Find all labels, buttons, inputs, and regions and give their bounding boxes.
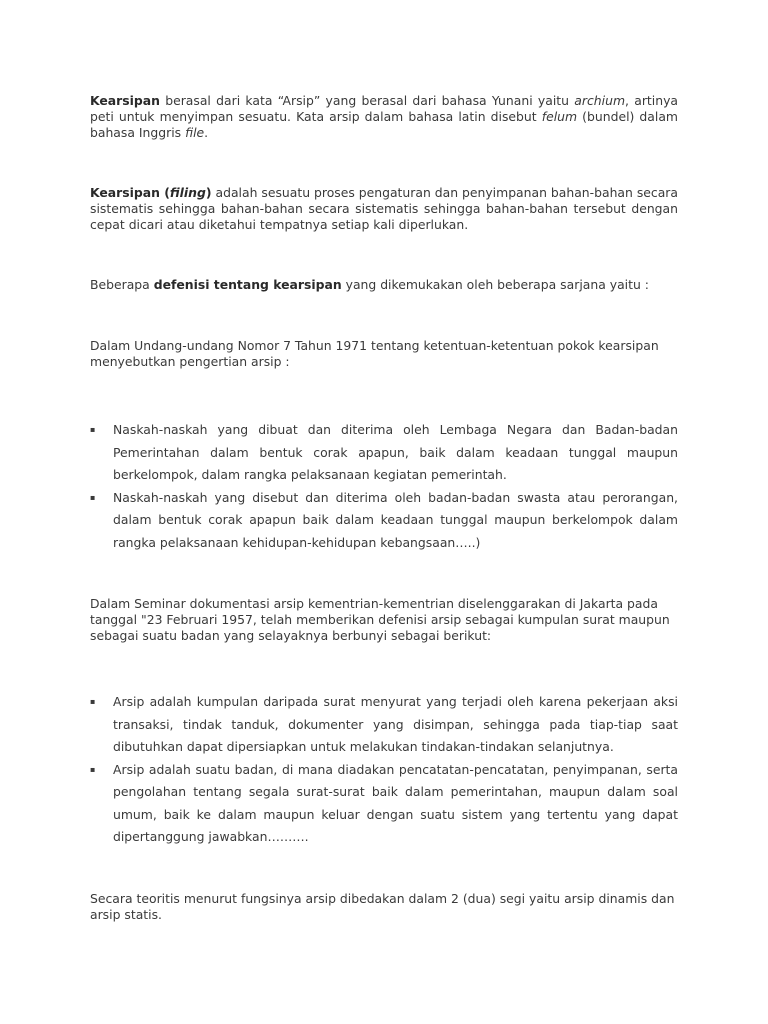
term-kearsipan: Kearsipan bbox=[90, 93, 160, 108]
term-filing: filing bbox=[169, 185, 206, 200]
list-item bbox=[90, 487, 678, 555]
text-segment: adalah sesuatu proses pengaturan dan penyimpanan bahan-bahan secara sistematis sehingga bahan-bahan secara sistematis sehingga bahan-bahan tersebut dengan cepat dicari atau diketahui tempatnya setiap kali diperlukan. bbox=[90, 185, 678, 232]
paragraph-kearsipan-origin bbox=[90, 93, 678, 141]
bullet-icon: ▪ bbox=[90, 697, 96, 706]
bullet-icon: ▪ bbox=[90, 492, 96, 502]
list-item-text: Naskah-naskah yang disebut dan diterima oleh badan-badan swasta atau perorangan, dalam bentuk corak apapun baik dalam keadaan tunggal maupun berkelompok dalam rangka pelaksanaan kehidupan-kehidupan kebangsaan…..) bbox=[113, 489, 678, 550]
bullet-icon: ▪ bbox=[90, 425, 96, 434]
text-segment: yang dikemukakan oleh beberapa sarjana yaitu : bbox=[341, 277, 649, 292]
term-kearsipan-filing-open: Kearsipan ( bbox=[90, 185, 170, 200]
text-segment: Beberapa bbox=[90, 277, 154, 292]
term-definitions: defenisi tentang kearsipan bbox=[153, 277, 342, 292]
text-segment: berasal dari kata “Arsip” yang berasal dari bahasa Yunani yaitu bbox=[159, 93, 575, 108]
list-item bbox=[90, 691, 678, 759]
text-segment: , artinya peti untuk menyimpan sesuatu. Kata arsip dalam bahasa latin disebut bbox=[90, 93, 678, 124]
list-item-text: Naskah-naskah yang dibuat dan diterima oleh Lembaga Negara dan Badan-badan Pemerintahan dalam bentuk corak apapun, baik dalam keadaan tunggal maupun berkelompok, dalam rangka pelaksanaan kegiatan pemerintah. bbox=[113, 422, 678, 482]
list-seminar-definitions bbox=[90, 691, 678, 849]
list-item-text: Arsip adalah suatu badan, di mana diadakan pencatatan-pencatatan, penyimpanan, serta pengolahan tentang segala surat-surat baik dalam pemerintahan, maupun dalam soal umum, baik ke dalam maupun keluar dengan suatu sistem yang tertentu yang dapat dipertanggung jawabkan………. bbox=[113, 761, 678, 844]
term-kearsipan-filing-close: ) bbox=[205, 185, 212, 200]
text-segment: . bbox=[204, 125, 209, 140]
paragraph-undang-undang: Dalam Undang-undang Nomor 7 Tahun 1971 tentang ketentuan-ketentuan pokok kearsipan menyebutkan pengertian arsip : bbox=[90, 338, 659, 369]
list-item bbox=[90, 419, 678, 487]
list-item-text: Arsip adalah kumpulan daripada surat menyurat yang terjadi oleh karena pekerjaan aksi transaksi, tindak tanduk, dokumenter yang disimpan, sehingga pada tiap-tiap saat dibutuhkan dapat dipersiapkan untuk melakukan tindakan-tindakan selanjutnya. bbox=[113, 694, 678, 754]
term-felum: felum bbox=[541, 109, 578, 124]
paragraph-seminar: Dalam Seminar dokumentasi arsip kementrian-kementrian diselenggarakan di Jakarta pada tanggal "23 Februari 1957, telah memberikan defenisi arsip sebagai kumpulan surat maupun sebagai suatu badan yang selayaknya berbunyi sebagai berikut: bbox=[90, 596, 670, 643]
paragraph-definitions-intro bbox=[90, 277, 678, 293]
term-archium: archium bbox=[574, 93, 626, 108]
text-segment: (bundel) dalam bahasa Inggris bbox=[90, 109, 678, 140]
paragraph-kearsipan-filing bbox=[90, 185, 678, 233]
paragraph-theoretical-function: Secara teoritis menurut fungsinya arsip dibedakan dalam 2 (dua) segi yaitu arsip dinamis dan arsip statis. bbox=[90, 891, 675, 922]
bullet-icon: ▪ bbox=[90, 764, 96, 774]
list-undang-undang-definitions bbox=[90, 419, 678, 554]
list-item bbox=[90, 759, 678, 849]
term-file: file bbox=[185, 125, 205, 140]
